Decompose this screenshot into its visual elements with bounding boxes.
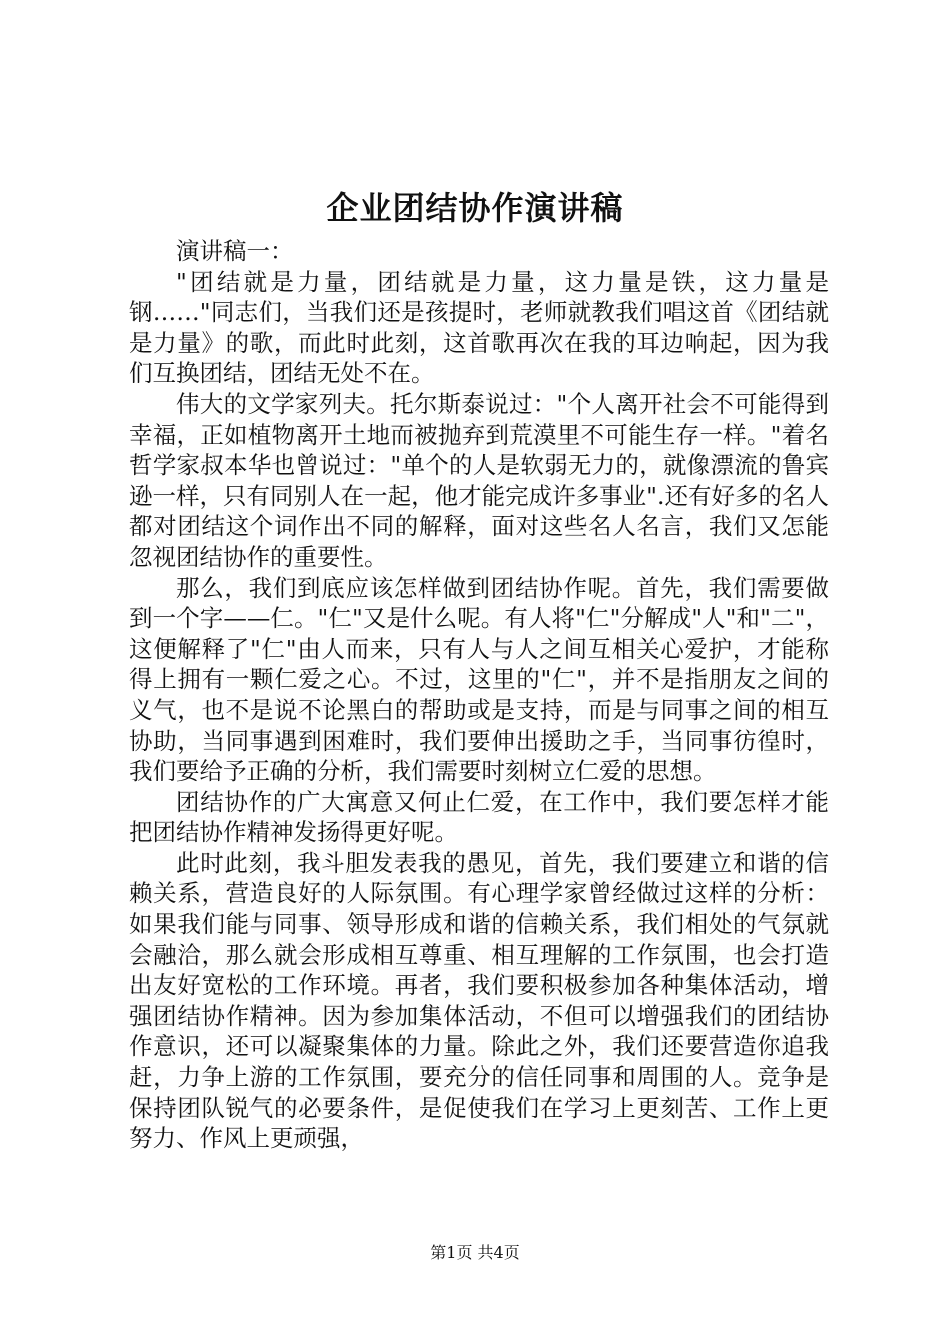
paragraph: "团结就是力量，团结就是力量，这力量是铁，这力量是钢……"同志们，当我们还是孩提时，老师就教我们唱这首《团结就是力量》的歌，而此时此刻，这首歌再次在我的耳边响起，因为我们互换团结，团结无处不在。 — [129, 267, 829, 388]
paragraph: 伟大的文学家列夫。托尔斯泰说过："个人离开社会不可能得到幸福，正如植物离开土地而被抛弃到荒漠里不可能生存一样。"着名哲学家叔本华也曾说过："单个的人是软弱无力的，就像漂流的鲁宾逊一样，只有同别人在一起，他才能完成许多事业".还有好多的名人都对团结这个词作出不同的解释，面对这些名人名言，我们又怎能忽视团结协作的重要性。 — [129, 389, 829, 571]
paragraph: 那么，我们到底应该怎样做到团结协作呢。首先，我们需要做到一个字——仁。"仁"又是什么呢。有人将"仁"分解成"人"和"二"，这便解释了"仁"由人而来，只有人与人之间互相关心爱护，才能称得上拥有一颗仁爱之心。不过，这里的"仁"，并不是指朋友之间的义气，也不是说不论黑白的帮助或是支持，而是与同事之间的相互协助，当同事遇到困难时，我们要伸出援助之手，当同事彷徨时，我们要给予正确的分析，我们需要时刻树立仁爱的思想。 — [129, 573, 829, 786]
page-number-footer: 第1页 共4页 — [430, 1243, 520, 1262]
document-title: 企业团结协作演讲稿 — [326, 189, 624, 227]
document-body — [129, 236, 829, 1153]
paragraph: 团结协作的广大寓意又何止仁爱，在工作中，我们要怎样才能把团结协作精神发扬得更好呢。 — [129, 787, 829, 847]
paragraph: 此时此刻，我斗胆发表我的愚见，首先，我们要建立和谐的信赖关系，营造良好的人际氛围。有心理学家曾经做过这样的分析：如果我们能与同事、领导形成和谐的信赖关系，我们相处的气氛就会融洽，那么就会形成相互尊重、相互理解的工作氛围，也会打造出友好宽松的工作环境。再者，我们要积极参加各种集体活动，增强团结协作精神。因为参加集体活动，不但可以增强我们的团结协作意识，还可以凝聚集体的力量。除此之外，我们还要营造你追我赶，力争上游的工作氛围，要充分的信任同事和周围的人。竞争是保持团队锐气的必要条件，是促使我们在学习上更刻苦、工作上更努力、作风上更顽强， — [129, 848, 829, 1153]
paragraph-speech-label: 演讲稿一： — [176, 237, 294, 265]
